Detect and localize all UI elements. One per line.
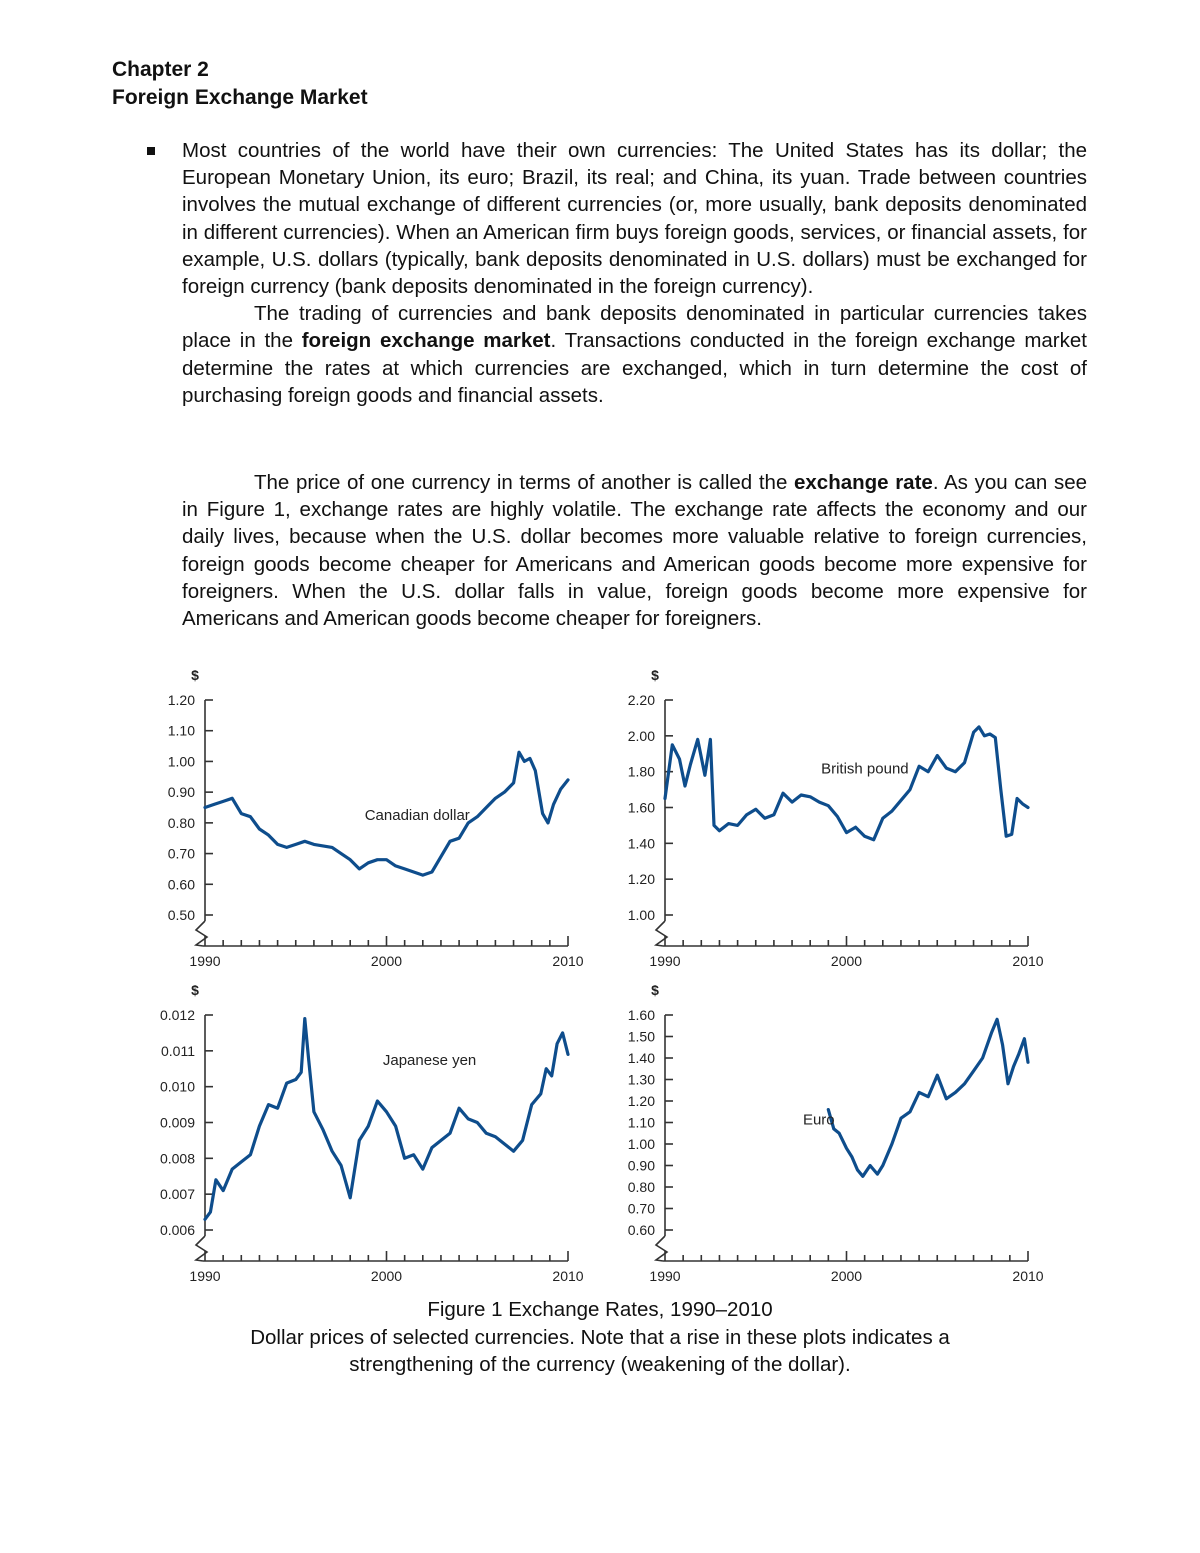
x-tick-label: 1990 xyxy=(649,953,681,969)
y-tick-label: 0.006 xyxy=(159,1222,195,1238)
y-tick-label: 1.00 xyxy=(627,907,655,923)
y-tick-label: 2.00 xyxy=(627,727,655,744)
y-unit-label: $ xyxy=(651,667,659,683)
y-tick-label: 0.011 xyxy=(161,1042,195,1059)
x-tick-label: 1990 xyxy=(189,953,221,969)
y-tick-label: 0.90 xyxy=(627,1157,655,1174)
x-tick-label: 1990 xyxy=(649,1268,681,1284)
chart-british-pound xyxy=(600,660,1060,975)
chapter-title: Foreign Exchange Market xyxy=(112,86,368,109)
y-tick-label: 2.20 xyxy=(627,692,655,708)
series-line-jpy xyxy=(205,1019,568,1220)
y-tick-label: 1.30 xyxy=(627,1071,655,1088)
y-unit-label: $ xyxy=(191,982,199,998)
y-tick-label: 1.60 xyxy=(627,799,655,816)
term-foreign-exchange-market: foreign exchange market xyxy=(301,329,551,353)
para2-text-before: The trading of currencies and bank deposits denominated in particular currencies takes place in the xyxy=(182,302,1087,353)
x-tick-label: 2000 xyxy=(830,1268,863,1284)
x-tick-label: 2000 xyxy=(830,953,863,969)
y-tick-label: 1.20 xyxy=(627,1093,655,1109)
bullet-marker xyxy=(147,147,155,155)
para3-text-after: . As you can see in Figure 1, exchange rates are highly volatile. The exchange rate affects the economy and our daily lives, because when the U.S. dollar becomes more valuable relative to foreign currencies, foreign goods become cheaper for Americans and American goods become more expensive for foreigners. When the U.S. dollar falls in value, foreign goods become more expensive for Americans and American goods become cheaper for foreigners. xyxy=(182,471,1087,631)
caption-line-3: strengthening of the currency (weakening of the dollar). xyxy=(349,1353,851,1376)
chapter-number: Chapter 2 xyxy=(112,58,209,81)
x-tick-label: 2010 xyxy=(1012,1268,1044,1284)
y-tick-label: 1.50 xyxy=(627,1028,655,1045)
intro-paragraph-2 xyxy=(182,300,1087,409)
intro-paragraph-3 xyxy=(182,469,1087,632)
series-line-eur xyxy=(828,1019,1028,1176)
y-tick-label: 1.40 xyxy=(627,835,655,852)
y-tick-label: 1.40 xyxy=(627,1050,655,1066)
y-tick-label: 1.10 xyxy=(627,1114,655,1131)
y-tick-label: 0.010 xyxy=(159,1078,195,1095)
chart-svg-japanese-yen xyxy=(140,975,600,1290)
caption-line-2: Dollar prices of selected currencies. Note that a rise in these plots indicates a xyxy=(250,1325,950,1349)
chart-japanese-yen xyxy=(140,975,600,1290)
series-label-eur: Euro xyxy=(802,1111,835,1129)
page-heading xyxy=(112,56,368,112)
chart-svg-canadian-dollar xyxy=(140,660,600,975)
x-tick-label: 2010 xyxy=(1012,953,1044,969)
series-label-gbp: British pound xyxy=(821,760,909,778)
exchange-rate-section xyxy=(182,469,1087,632)
y-tick-label: 0.60 xyxy=(627,1222,655,1238)
y-tick-label: 1.80 xyxy=(627,763,655,780)
y-tick-label: 0.60 xyxy=(167,876,195,893)
y-unit-label: $ xyxy=(651,982,659,998)
caption-title: Figure 1 Exchange Rates, 1990–2010 xyxy=(427,1298,773,1321)
series-line-gbp xyxy=(665,727,1028,840)
term-exchange-rate: exchange rate xyxy=(793,471,933,494)
y-tick-label: 1.00 xyxy=(627,1136,655,1152)
x-tick-label: 2000 xyxy=(370,1268,403,1284)
y-tick-label: 1.20 xyxy=(627,871,655,888)
y-tick-label: 0.50 xyxy=(167,907,195,923)
x-tick-label: 2010 xyxy=(552,953,584,969)
y-tick-label: 0.80 xyxy=(627,1179,655,1195)
y-tick-label: 1.00 xyxy=(167,753,195,770)
y-tick-label: 1.10 xyxy=(167,722,195,739)
y-tick-label: 0.009 xyxy=(159,1114,195,1131)
chart-euro xyxy=(600,975,1060,1290)
chart-svg-british-pound xyxy=(600,660,1060,975)
x-tick-label: 2000 xyxy=(370,953,403,969)
y-tick-label: 0.008 xyxy=(159,1150,195,1167)
y-tick-label: 1.60 xyxy=(627,1007,655,1023)
y-tick-label: 0.80 xyxy=(167,814,195,831)
chart-svg-euro xyxy=(600,975,1060,1290)
chart-canadian-dollar xyxy=(140,660,600,975)
y-tick-label: 0.90 xyxy=(167,784,195,801)
y-tick-label: 0.70 xyxy=(167,845,195,862)
y-tick-label: 0.70 xyxy=(627,1200,655,1217)
y-tick-label: 0.007 xyxy=(159,1186,195,1203)
y-tick-label: 0.012 xyxy=(159,1007,195,1023)
intro-section xyxy=(182,137,1087,409)
x-tick-label: 2010 xyxy=(552,1268,584,1284)
series-label-jpy: Japanese yen xyxy=(382,1052,477,1070)
series-label-cad: Canadian dollar xyxy=(364,806,470,824)
y-unit-label: $ xyxy=(191,667,199,683)
x-tick-label: 1990 xyxy=(189,1268,221,1284)
intro-paragraph-1: Most countries of the world have their own currencies: The United States has its dollar; the European Monetary Union, its euro; Brazil, its real; and China, its yuan. Trade between countries involves the mutual exchange of different currencies (or, more usually, bank deposits denominated in different currencies). When an American firm buys foreign goods, services, or financial assets, for example, U.S. dollars (typically, bank deposits denominated in U.S. dollars) must be exchanged for foreign currency (bank deposits denominated in the foreign currency). xyxy=(182,139,1087,299)
y-tick-label: 1.20 xyxy=(167,692,195,708)
figure-caption xyxy=(150,1296,1050,1379)
para2-text-after: . Transactions conducted in the foreign exchange market determine the rates at which currencies are exchanged, which in turn determine the cost of purchasing foreign goods and financial assets. xyxy=(182,329,1087,407)
para3-text-before: The price of one currency in terms of another is called the xyxy=(254,471,794,494)
